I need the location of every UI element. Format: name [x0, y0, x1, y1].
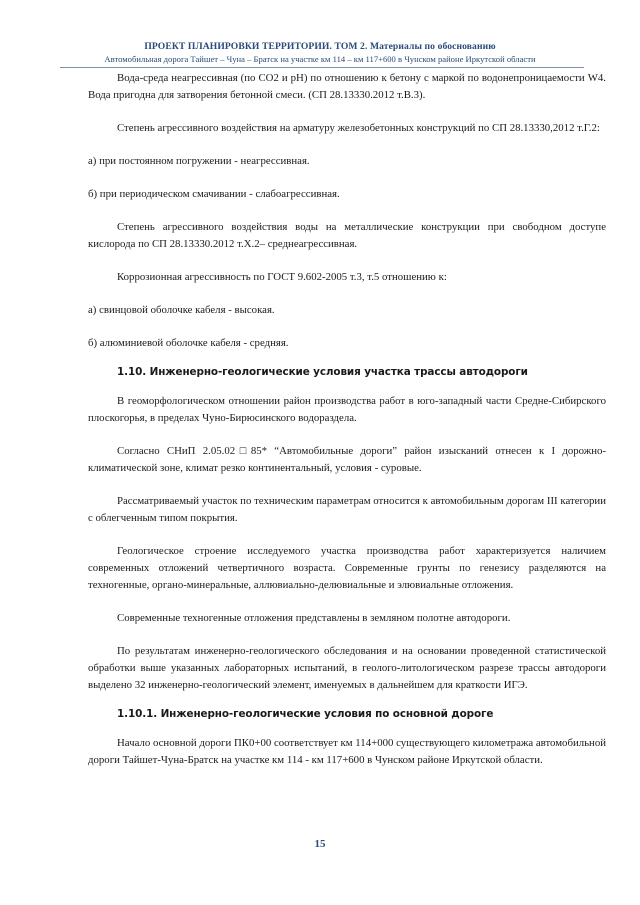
section-heading-1-10-1: 1.10.1. Инженерно-геологические условия по основной дороге: [117, 708, 494, 720]
paragraph-geomorphology: В геоморфологическом отношении район производства работ в юго-западный части Средне-Сибирского плоскогорья, в пределах Чуно-Бирюсинского водораздела.: [88, 395, 606, 424]
header-title: ПРОЕКТ ПЛАНИРОВКИ ТЕРРИТОРИИ. ТОМ 2. Материалы по обоснованию: [144, 41, 496, 52]
paragraph-metal-aggressiveness: Степень агрессивного воздействия воды на металлические конструкции при свободном доступе кислорода по СП 28.13330.2012 т.Х.2– среднеагрессивная.: [88, 221, 606, 250]
paragraph-main-road-start: Начало основной дороги ПК0+00 соответствует км 114+000 существующего километража автомобильной дороги Тайшет-Чуна-Братск на участке км 114 - км 117+600 в Чунском районе Иркутской области.: [88, 737, 606, 766]
paragraph-corrosion: Коррозионная агрессивность по ГОСТ 9.602-2005 т.3, т.5 отношению к:: [117, 271, 447, 283]
paragraph-snip: Согласно СНиП 2.05.02□85* “Автомобильные дороги” район изысканий отнесен к I дорожно-климатической зоне, климат резко континентальный, условия - суровые.: [88, 445, 606, 474]
paragraph-water-aggressiveness: Вода-среда неагрессивная (по СО2 и рН) по отношению к бетону с маркой по водонепроницаемости W4. Вода пригодна для затворения бетонной смеси. (СП 28.13330.2012 т.В.3).: [88, 72, 606, 101]
header-subtitle: Автомобильная дорога Тайшет – Чуна – Братск на участке км 114 – км 117+600 в Чунском районе Иркутской области: [104, 54, 536, 64]
list-item-lead-sheath: а) свинцовой оболочке кабеля - высокая.: [88, 304, 275, 316]
paragraph-geology: Геологическое строение исследуемого участка производства работ характеризуется наличием современных отложений четвертичного возраста. Современные грунты по генезису разделяются на техногенные, органо-минеральные, аллювиально-делювиальные и элювиальные отложения.: [88, 545, 606, 591]
paragraph-ige: По результатам инженерно-геологического обследования и на основании проведенной статистической обработки выше указанных лабораторных испытаний, в геолого-литологическом разрезе трассы автодороги выделено 32 инженерно-геологический элемент, именуемых в дальнейшем для краткости ИГЭ.: [88, 645, 606, 691]
page-number: 15: [314, 838, 326, 850]
running-header: [60, 40, 580, 65]
list-item-constant-immersion: а) при постоянном погружении - неагрессивная.: [88, 155, 310, 167]
paragraph-rebar-aggressiveness: Степень агрессивного воздействия на арматуру железобетонных конструкций по СП 28.13330,2012 т.Г.2:: [117, 122, 600, 134]
list-item-aluminium-sheath: б) алюминиевой оболочке кабеля - средняя.: [88, 337, 289, 349]
page-body: [88, 70, 606, 769]
paragraph-road-category: Рассматриваемый участок по техническим параметрам относится к автомобильным дорогам III категории с облегченным типом покрытия.: [88, 495, 606, 524]
header-divider: [60, 67, 584, 68]
paragraph-technogenic: Современные техногенные отложения представлены в земляном полотне автодороги.: [117, 612, 511, 624]
section-heading-1-10: 1.10. Инженерно-геологические условия участка трассы автодороги: [117, 366, 528, 378]
list-item-periodic-wetting: б) при периодическом смачивании - слабоагрессивная.: [88, 188, 340, 200]
